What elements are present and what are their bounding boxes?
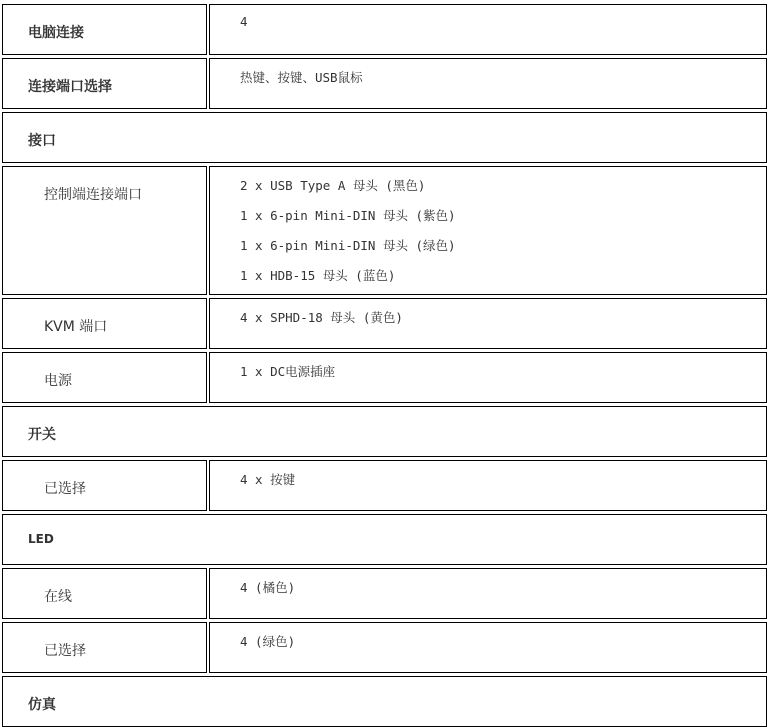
value-cell [209, 166, 767, 295]
section-title: 接口 [28, 133, 56, 149]
value-cell [209, 58, 767, 109]
section-title: 开关 [28, 427, 56, 443]
section-title: 仿真 [28, 697, 56, 713]
row-label: KVM 端口 [44, 319, 108, 335]
spec-row-port-selection [0, 58, 767, 109]
row-label: 电源 [44, 373, 72, 389]
row-value: 1 x 6-pin Mini-DIN 母头 (绿色) [240, 238, 456, 253]
label-cell [2, 622, 207, 673]
label-cell [2, 568, 207, 619]
row-value: 4 (绿色) [240, 634, 296, 649]
section-row-led [0, 514, 767, 565]
row-label: 连接端口选择 [28, 79, 112, 95]
label-cell [2, 166, 207, 295]
row-value: 1 x DC电源插座 [240, 364, 336, 379]
label-cell [2, 352, 207, 403]
value-cell [209, 352, 767, 403]
spec-row-led-online [0, 568, 767, 619]
label-cell [2, 4, 207, 55]
spec-row-kvm-ports [0, 298, 767, 349]
value-cell [209, 622, 767, 673]
section-cell [2, 406, 767, 457]
label-cell [2, 460, 207, 511]
value-cell [209, 568, 767, 619]
value-cell [209, 298, 767, 349]
spec-row-led-selected [0, 622, 767, 673]
row-label: 在线 [44, 589, 72, 605]
section-cell [2, 112, 767, 163]
section-row-switches [0, 406, 767, 457]
row-value: 4 x SPHD-18 母头 (黄色) [240, 310, 403, 325]
label-cell [2, 298, 207, 349]
spec-row-switch-selected [0, 460, 767, 511]
row-value: 1 x HDB-15 母头 (蓝色) [240, 268, 396, 283]
section-cell [2, 676, 767, 727]
section-row-emulation [0, 676, 767, 727]
row-value: 热键、按键、USB鼠标 [240, 70, 363, 85]
row-value: 4 x 按键 [240, 472, 296, 487]
section-title: LED [28, 532, 54, 546]
row-label: 电脑连接 [28, 25, 84, 41]
row-value: 4 [240, 14, 248, 29]
row-label: 控制端连接端口 [44, 187, 142, 203]
row-label: 已选择 [44, 481, 86, 497]
label-cell [2, 58, 207, 109]
spec-row-computer-connections [0, 4, 767, 55]
value-cell [209, 4, 767, 55]
section-row-connectors [0, 112, 767, 163]
row-value: 4 (橘色) [240, 580, 296, 595]
value-cell [209, 460, 767, 511]
row-value: 2 x USB Type A 母头 (黑色) [240, 178, 426, 193]
spec-row-power [0, 352, 767, 403]
row-value: 1 x 6-pin Mini-DIN 母头 (紫色) [240, 208, 456, 223]
section-cell [2, 514, 767, 565]
spec-row-console-ports [0, 166, 767, 295]
row-label: 已选择 [44, 643, 86, 659]
